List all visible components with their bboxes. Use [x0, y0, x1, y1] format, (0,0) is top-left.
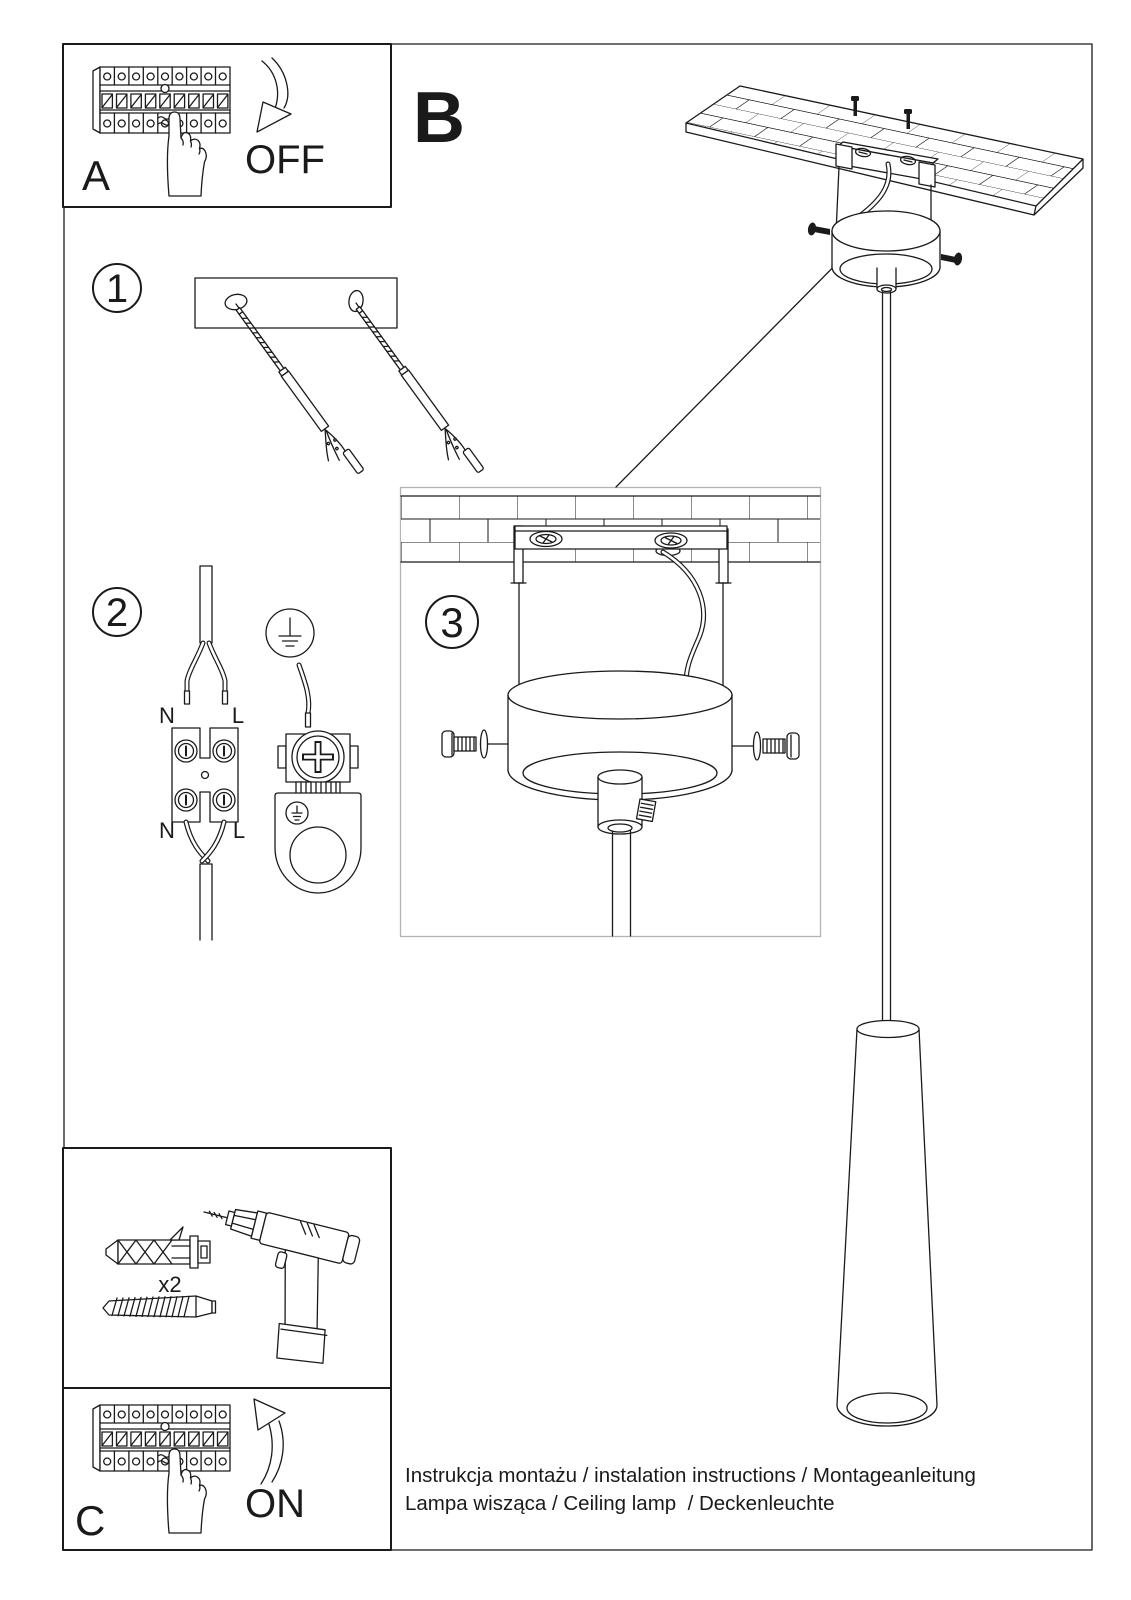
- panel-a-label: A: [82, 152, 111, 199]
- wire-label-l-bottom: L: [232, 818, 246, 843]
- step-2-number: 2: [105, 591, 129, 635]
- detail-leader-line: [616, 238, 862, 487]
- lamp-cable: [200, 864, 212, 940]
- panel-b-label: B: [413, 78, 465, 158]
- step-3-number: 3: [440, 599, 464, 646]
- wire-label-l-top: L: [231, 703, 245, 728]
- anchor-count: x2: [158, 1272, 182, 1297]
- earth-terminal: [275, 731, 361, 893]
- panel-a-box: [63, 44, 391, 207]
- step-1: [93, 264, 484, 483]
- wire-label-n-bottom: N: [159, 818, 175, 843]
- earth-symbol: [266, 609, 314, 657]
- cord-grip: [877, 268, 896, 293]
- panel-a-action: OFF: [245, 138, 325, 182]
- terminal-block: [172, 728, 238, 822]
- pendant-cord: [883, 292, 891, 1023]
- wall-anchor-screw: [225, 305, 364, 484]
- panel-c-action: ON: [245, 1482, 305, 1526]
- step-2: [93, 566, 361, 940]
- pendant-shade: [837, 1021, 937, 1427]
- step-3-inset: [401, 488, 821, 937]
- panel-c-box: [63, 1388, 391, 1550]
- tools-box: [63, 1148, 391, 1388]
- bracket-hole-left: [224, 292, 249, 311]
- panel-c-label: C: [75, 1497, 106, 1544]
- caption-line-2: Lampa wisząca / Ceiling lamp / Deckenleuchte: [405, 1492, 835, 1515]
- supply-cable: [200, 566, 212, 643]
- caption-line-1: Instrukcja montażu / instalation instructions / Montageanleitung: [405, 1464, 976, 1487]
- earth-wire-end: [306, 713, 311, 727]
- wire-label-n-top: N: [159, 703, 175, 728]
- wall-anchor-screw: [345, 304, 484, 483]
- step-1-number: 1: [105, 267, 129, 311]
